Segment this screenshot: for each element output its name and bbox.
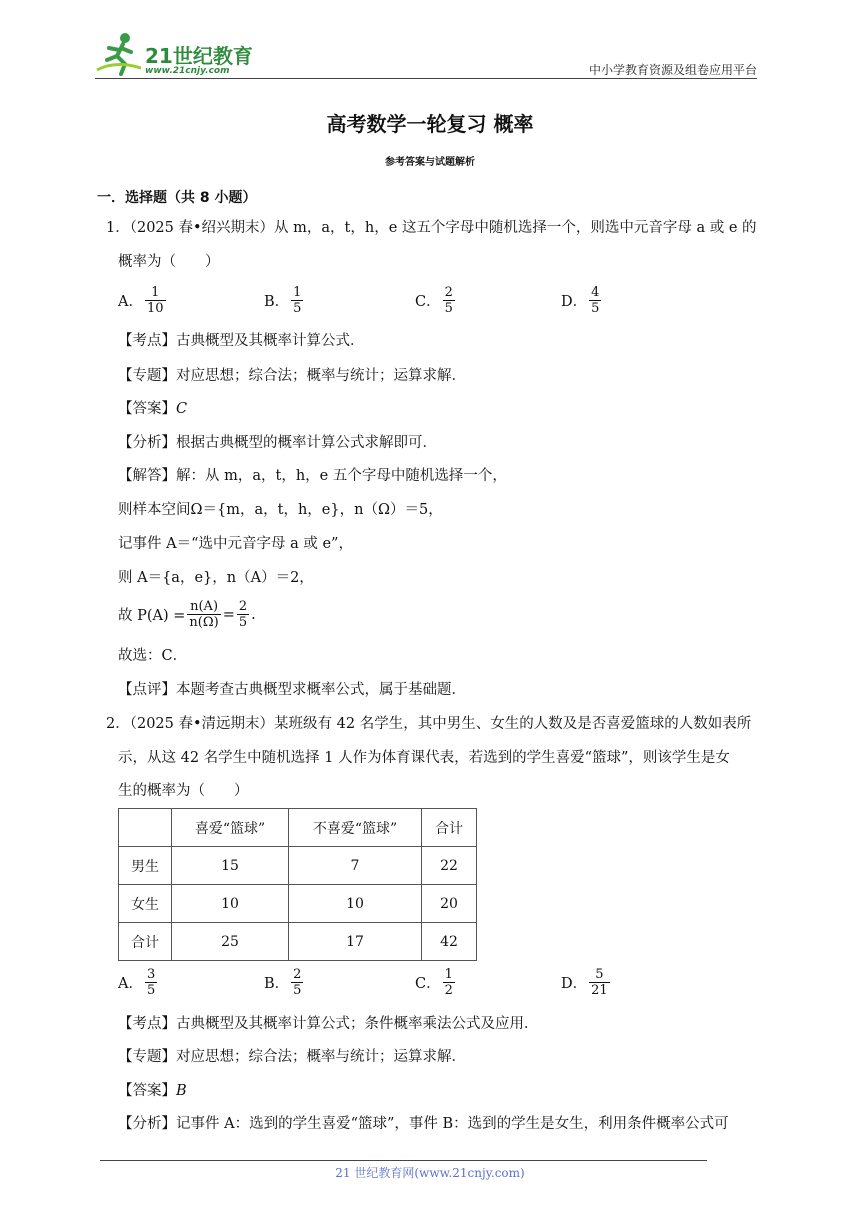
q2-zhuanti: 【专题】对应思想；综合法；概率与统计；运算求解． (118, 1049, 466, 1065)
q2-stem-line1: 2．（2025 春•清远期末）某班级有 42 名学生，其中男生、女生的人数及是否喜爱篮球的人数如表所 (106, 716, 752, 732)
page-footer: 21 世纪教育网(www.21cnjy.com) (335, 1166, 525, 1180)
table-cell: 男生 (119, 847, 172, 885)
table-row (119, 809, 477, 847)
logo-text: 21世纪教育 (145, 44, 253, 68)
table-cell: 女生 (119, 885, 172, 923)
table-cell: 42 (422, 923, 477, 961)
q1-fenxi: 【分析】根据古典概型的概率计算公式求解即可． (118, 435, 437, 451)
option-denominator: 5 (591, 301, 600, 316)
option-label: D． (561, 976, 588, 992)
q2-option-a (118, 967, 159, 998)
q1-option-a (118, 285, 168, 316)
option-numerator: 1 (293, 285, 302, 300)
statistics-table (118, 808, 477, 961)
table-cell: 25 (172, 923, 289, 961)
q1-jieda-line1: 【解答】解：从 m，a，t，h，e 五个字母中随机选择一个， (118, 468, 507, 484)
option-numerator: 1 (151, 285, 160, 300)
table-cell: 7 (289, 847, 422, 885)
table-cell: 10 (289, 885, 422, 923)
table-cell: 20 (422, 885, 477, 923)
q2-answer (118, 1081, 187, 1101)
formula-numerator: n(A) (190, 599, 219, 614)
q1-answer (118, 399, 187, 419)
option-label: D． (561, 294, 588, 310)
q1-jieda-line2: 则样本空间Ω＝{m，a，t，h，e}，n（Ω）＝5， (118, 502, 443, 518)
option-numerator: 4 (591, 285, 600, 300)
option-numerator: 1 (444, 967, 453, 982)
formula-end: . (251, 606, 256, 623)
table-cell: 22 (422, 847, 477, 885)
q1-jieda-line3: 记事件 A＝“选中元音字母 a 或 e”， (118, 536, 353, 552)
option-label: C． (415, 976, 441, 992)
table-row (119, 847, 477, 885)
q2-option-c (415, 967, 457, 998)
table-row (119, 885, 477, 923)
q2-fenxi: 【分析】记事件 A：选到的学生喜爱“篮球”，事件 B：选到的学生是女生，利用条件概率公式可 (118, 1116, 729, 1132)
page-subtitle: 参考答案与试题解析 (385, 157, 475, 168)
formula-prefix: 故 P(A) = (118, 608, 186, 624)
table-cell: 喜爱“篮球” (172, 809, 289, 847)
table-cell: 10 (172, 885, 289, 923)
option-numerator: 3 (146, 967, 156, 982)
answer-label: 【答案】 (118, 1083, 176, 1099)
runner-logo-icon (95, 30, 145, 76)
q1-kaodian: 【考点】古典概型及其概率计算公式． (118, 333, 365, 349)
option-label: A． (118, 294, 143, 310)
table-cell: 不喜爱“篮球” (289, 809, 422, 847)
option-denominator: 2 (444, 983, 453, 998)
option-label: C． (415, 294, 441, 310)
option-denominator: 21 (591, 983, 608, 998)
table-cell (119, 809, 172, 847)
formula-equals: = (222, 606, 235, 623)
option-denominator: 10 (146, 301, 164, 316)
option-label: A． (118, 976, 143, 992)
q1-option-c (415, 285, 457, 316)
option-numerator: 2 (293, 967, 302, 982)
table-cell: 17 (289, 923, 422, 961)
option-label: B． (264, 976, 290, 992)
header-platform-text: 中小学教育资源及组卷应用平台 (588, 63, 757, 77)
option-label: B． (264, 294, 290, 310)
header-divider (95, 78, 757, 79)
table-cell: 合计 (119, 923, 172, 961)
footer-divider (100, 1160, 707, 1161)
q2-stem-line2: 示，从这 42 名学生中随机选择 1 人作为体育课代表，若选到的学生喜爱“篮球”，则该学生是女 (118, 750, 730, 766)
q2-stem-line3: 生的概率为（ ） (118, 783, 249, 799)
q2-option-d (561, 967, 612, 998)
q1-option-d (561, 285, 603, 316)
formula-numerator-2: 2 (238, 599, 248, 614)
option-denominator: 5 (444, 301, 453, 316)
table-row (119, 923, 477, 961)
q1-dianping: 【点评】本题考查古典概型求概率公式，属于基础题． (118, 682, 466, 698)
option-denominator: 5 (146, 983, 156, 998)
answer-value: B (176, 1083, 187, 1099)
section-heading: 一．选择题（共 8 小题） (97, 190, 257, 206)
answer-value: C (176, 401, 188, 417)
logo-url: www.21cnjy.com (145, 66, 230, 76)
table-cell: 15 (172, 847, 289, 885)
formula-denominator-2: 5 (238, 615, 248, 630)
q1-jieda-line4: 则 A＝{a，e}，n（A）＝2， (118, 570, 314, 586)
formula-denominator: n(Ω) (189, 615, 219, 630)
table-cell: 合计 (422, 809, 477, 847)
option-numerator: 5 (595, 967, 604, 982)
option-denominator: 5 (293, 301, 302, 316)
page-title: 高考数学一轮复习 概率 (326, 112, 534, 136)
option-denominator: 5 (293, 983, 302, 998)
q1-zhuanti: 【专题】对应思想；综合法；概率与统计；运算求解． (118, 368, 466, 384)
q2-option-b (264, 967, 305, 998)
q1-stem-line1: 1．（2025 春•绍兴期末）从 m，a，t，h，e 这五个字母中随机选择一个，则选中元音字母 a 或 e 的 (106, 220, 757, 236)
q1-guxuan: 故选：C． (118, 648, 188, 664)
answer-label: 【答案】 (118, 401, 176, 417)
q1-option-b (264, 285, 305, 316)
q1-jieda-formula (118, 599, 256, 630)
option-numerator: 2 (444, 285, 453, 300)
page-header (95, 30, 757, 78)
q2-kaodian: 【考点】古典概型及其概率计算公式；条件概率乘法公式及应用． (118, 1016, 539, 1032)
q1-stem-line2: 概率为（ ） (118, 254, 220, 270)
